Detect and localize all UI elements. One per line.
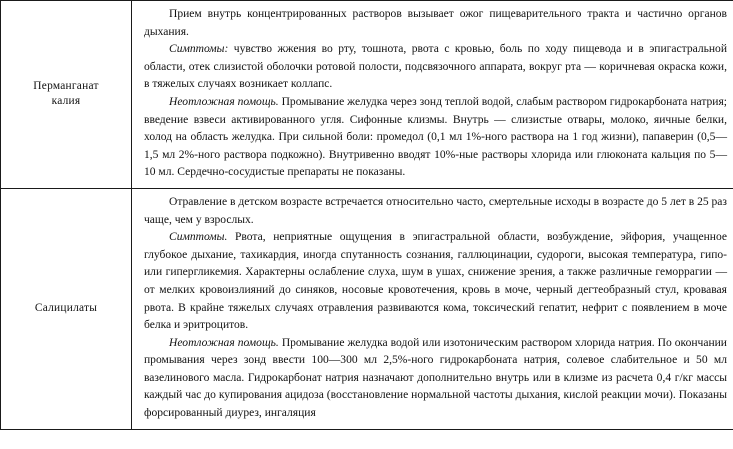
substance-name-cell [1, 1, 132, 189]
paragraph-symptoms [144, 41, 727, 94]
paragraph-lead: Симптомы. [169, 231, 228, 244]
substance-name-cell [1, 188, 132, 429]
paragraph-emergency-aid [144, 94, 727, 182]
substance-name-line-2: калия [51, 95, 81, 108]
table-row [1, 1, 733, 189]
paragraph-lead: Симптомы: [169, 43, 229, 56]
paragraph-lead: Неотложная помощь. [169, 336, 279, 349]
table-body [1, 1, 733, 430]
paragraph-body: Рвота, неприятные ощущения в эпигастральной области, возбуждение, эйфория, учащенное глубокое дыхание, тахикардия, иногда спутанность сознания, галлюцинации, судороги, высокая температура, гипо- или гипергликемия. Характерны ослабление слуха, шум в ушах, снижение зрения, а также различные геморрагии — от мелких кровоизлияний до синяков, носовые кровотечения, кровь в моче, черный дегтеобразный стул, кровавая рвота. В крайне тяжелых случаях отравления развиваются кома, токсический гепатит, нефрит с появлением в моче белка и эритроцитов. [144, 231, 727, 332]
paragraph-emergency-aid [144, 335, 727, 423]
substance-name-line-1: Салицилаты [34, 302, 98, 315]
substance-name-line-1: Перманганат [33, 79, 99, 92]
description-cell [132, 188, 733, 429]
paragraph-intro [144, 194, 727, 229]
table-row [1, 188, 733, 429]
paragraph-intro [144, 6, 727, 41]
paragraph-lead: Неотложная помощь. [169, 95, 279, 108]
paragraph-symptoms [144, 229, 727, 335]
paragraph-body: Прием внутрь концентрированных растворов вызывает ожог пищеварительного тракта и частично органов дыхания. [144, 8, 727, 38]
paragraph-body: Отравление в детском возрасте встречается относительно часто, смертельные исходы в возрасте до 5 лет в 25 раз чаще, чем у взрослых. [144, 195, 727, 226]
paragraph-body: Промывание желудка через зонд теплой водой, слабым раствором гидрокарбоната натрия; введение взвеси активированного угля. Сифонные клизмы. Внутрь — слизистые отвары, молоко, яичные белки, холод на область желудка. При сильной боли: промедол (0,1 мл 1%-ного раствора на 1 год жизни), папаверин (0,5—1,5 мл 2%-ного раствора подкожно). Внутривенно вводят 10%-ные растворы хлорида или глюконата кальция по 5—10 мл. Сердечно-сосудистые препараты не показаны. [144, 95, 727, 179]
paragraph-body: Промывание желудка водой или изотоническим раствором хлорида натрия. По окончании промывания через зонд ввести 100—300 мл 2,5%-ного гидрокарбоната натрия, солевое слабительное и 50 мл вазелинового масла. Гидрокарбонат натрия назначают дополнительно внутрь или в клизме из расчета 0,4 г/кг массы каждый час до купирования ацидоза (восстановление нормальной частоты дыхания, кислой реакции мочи). Показаны форсированный диурез, ингаляция [144, 336, 727, 420]
description-cell [132, 1, 733, 189]
paragraph-body: чувство жжения во рту, тошнота, рвота с кровью, боль по ходу пищевода и в эпигастральной области, отек слизистой оболочки ротовой полости, подсвязочного аппарата, вокруг рта — коричневая окраска кожи, в тяжелых случаях возникает коллапс. [144, 43, 727, 91]
